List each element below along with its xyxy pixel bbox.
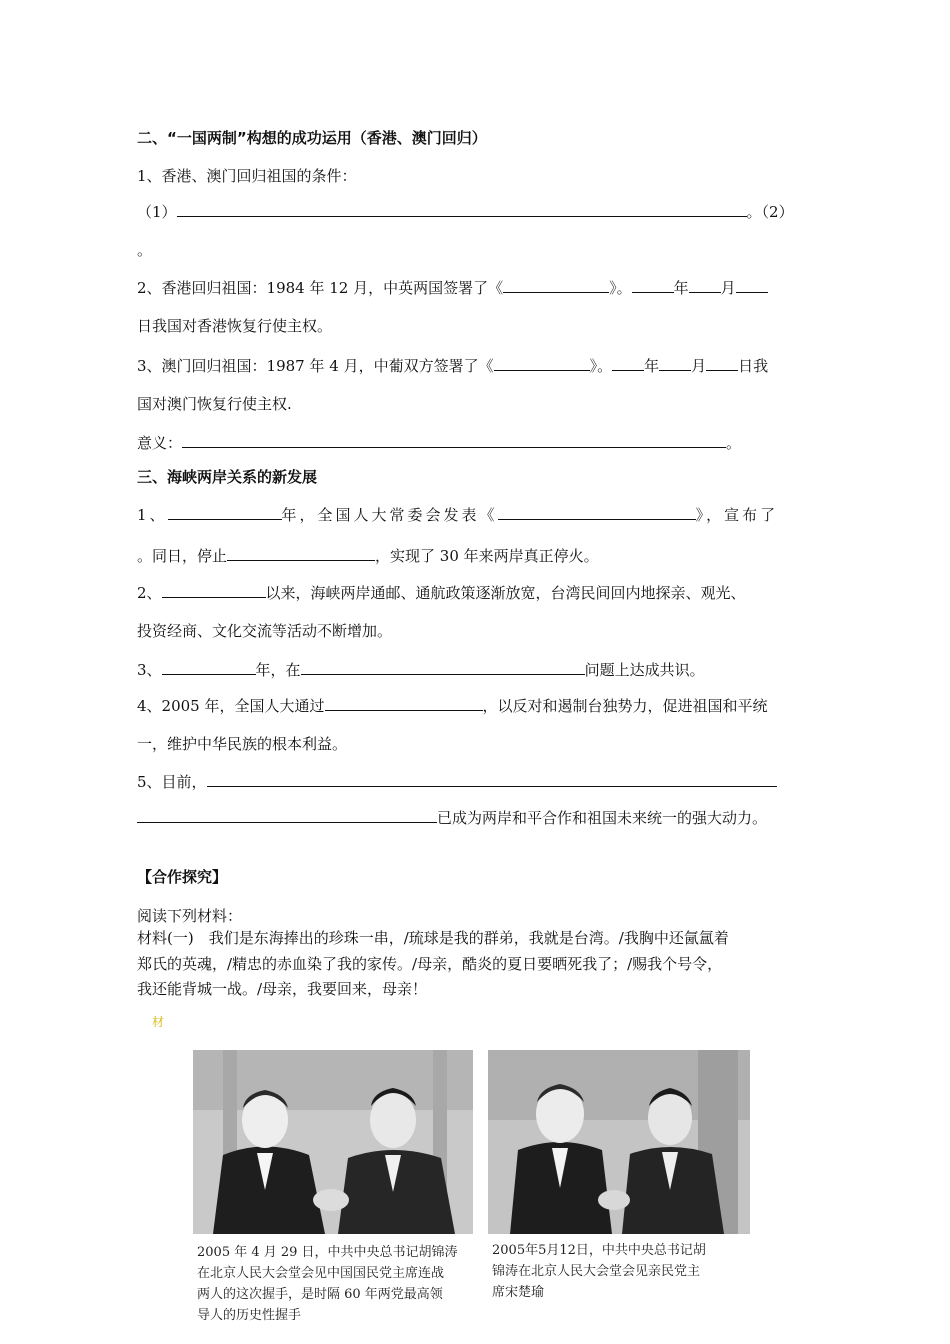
blank-s3q1-document[interactable] <box>498 503 696 520</box>
q3-text-b: 》。 <box>589 357 613 375</box>
caption1-line-1: 2005 年 4 月 29 日，中共中央总书记胡锦涛 <box>197 1245 458 1260</box>
photo-caption-2 <box>492 1240 706 1303</box>
cooperation-read: 阅读下列材料： <box>137 907 243 925</box>
s3q1-line2-a: 。同日，停止 <box>137 547 228 565</box>
blank-hk-treaty[interactable] <box>503 276 609 293</box>
blank-hk-year[interactable] <box>632 276 674 293</box>
q3-text-e: 日我 <box>738 357 769 375</box>
section2-q2 <box>137 276 768 298</box>
blank-s3q1-stop[interactable] <box>227 544 375 561</box>
section3-q2-line2: 投资经商、文化交流等活动不断增加。 <box>137 622 393 640</box>
section3-q5 <box>137 770 777 792</box>
material-line-3: 我还能背城一战。/母亲，我要回来，母亲！ <box>137 980 428 998</box>
q1-label-2: 。（2） <box>746 203 794 221</box>
figure-mark: 材 <box>152 1015 165 1029</box>
q3-text-a: 3、澳门回归祖国：1987 年 4 月，中葡双方签署了《 <box>137 357 494 375</box>
s3q4-text-b: ，以反对和遏制台独势力，促进祖国和平统 <box>482 697 768 715</box>
section2-q1-end: 。 <box>137 241 153 259</box>
caption1-line-3: 两人的这次握手，是时隔 60 年两党最高领 <box>197 1287 443 1302</box>
section2-meaning <box>137 431 741 453</box>
blank-s3q5-line2[interactable] <box>137 806 437 823</box>
section2-q2-line2: 日我国对香港恢复行使主权。 <box>137 317 333 335</box>
blank-macau-treaty[interactable] <box>494 354 590 371</box>
photo-handshake-2-image <box>488 1050 750 1234</box>
caption2-line-3: 席宋楚瑜 <box>492 1285 545 1300</box>
s3q3-text-b: 年，在 <box>255 661 301 679</box>
blank-s3q5-line1[interactable] <box>207 770 777 787</box>
caption2-line-2: 锦涛在北京人民大会堂会见亲民党主 <box>492 1264 701 1279</box>
blank-s3q3-issue[interactable] <box>301 658 585 675</box>
meaning-label: 意义： <box>137 434 183 452</box>
blank-s3q4-law[interactable] <box>325 694 483 711</box>
blank-macau-day[interactable] <box>706 354 738 371</box>
photo-handshake-1 <box>193 1050 473 1234</box>
s3q1-text-a: 1、 <box>137 506 168 524</box>
blank-hk-day[interactable] <box>736 276 768 293</box>
s3q1-text-c: 》，宣布了 <box>695 506 779 524</box>
s3q3-text-c: 问题上达成共识。 <box>584 661 705 679</box>
s3q4-text-a: 4、2005 年，全国人大通过 <box>137 697 325 715</box>
material-line-2: 郑氏的英魂，/精忠的赤血染了我的家传。/母亲，酷炎的夏日要晒死我了；/赐我个号令， <box>137 955 723 973</box>
cooperation-title: 【合作探究】 <box>137 868 228 886</box>
section3-q4-line2: 一，维护中华民族的根本利益。 <box>137 735 348 753</box>
section3-title: 三、海峡两岸关系的新发展 <box>137 468 318 486</box>
s3q1-text-b: 年，全国人大常委会发表《 <box>281 506 498 524</box>
section3-q5-line2 <box>137 806 767 828</box>
q2-text-b: 》。 <box>609 279 632 297</box>
section2-q1: 1、香港、澳门回归祖国的条件： <box>137 167 357 185</box>
photo-handshake-1-image <box>193 1050 473 1234</box>
blank-meaning[interactable] <box>182 431 726 448</box>
blank-macau-year[interactable] <box>612 354 644 371</box>
blank-hk-month[interactable] <box>689 276 721 293</box>
blank-condition-1[interactable] <box>177 200 747 217</box>
q3-text-d: 月 <box>691 357 707 375</box>
section2-title: 二、“一国两制”构想的成功运用（香港、澳门回归） <box>137 129 487 147</box>
blank-s3q3-year[interactable] <box>162 658 256 675</box>
blank-s3q2-since[interactable] <box>162 581 266 598</box>
caption1-line-2: 在北京人民大会堂会见中国国民党主席连战 <box>197 1266 445 1281</box>
section2-q3-line2: 国对澳门恢复行使主权. <box>137 395 292 413</box>
q2-text-a: 2、香港回归祖国：1984 年 12 月，中英两国签署了《 <box>137 279 504 297</box>
section2-q3 <box>137 354 768 376</box>
section3-q3 <box>137 658 705 680</box>
s3q3-text-a: 3、 <box>137 661 162 679</box>
meaning-end: 。 <box>726 434 742 452</box>
section3-q1-line2 <box>137 544 599 566</box>
caption1-line-4: 导人的历史性握手 <box>197 1308 302 1323</box>
blank-s3q1-year[interactable] <box>168 503 282 520</box>
q3-text-c: 年 <box>644 357 660 375</box>
blank-macau-month[interactable] <box>659 354 691 371</box>
s3q1-line2-b: ，实现了 30 年来两岸真正停火。 <box>375 547 599 565</box>
q2-text-c: 年 <box>673 279 689 297</box>
s3q2-text-a: 2、 <box>137 584 162 602</box>
s3q5-text-a: 5、目前， <box>137 773 207 791</box>
q2-text-d: 月 <box>720 279 736 297</box>
q1-label-1: （1） <box>137 203 177 221</box>
s3q2-text-b: 以来，海峡两岸通邮、通航政策逐渐放宽，台湾民间回内地探亲、观光、 <box>265 584 746 602</box>
photo-caption-1 <box>197 1242 458 1326</box>
caption2-line-1: 2005年5月12日，中共中央总书记胡 <box>492 1243 706 1258</box>
section3-q1 <box>137 503 778 525</box>
section3-q2 <box>137 581 746 603</box>
s3q5-line2-text: 已成为两岸和平合作和祖国未来统一的强大动力。 <box>437 809 768 827</box>
photo-handshake-2 <box>488 1050 750 1234</box>
section3-q4 <box>137 694 768 716</box>
section2-q1-blanks <box>137 200 794 222</box>
material-line-1: 材料(一) 我们是东海捧出的珍珠一串，/琉球是我的群弟，我就是台湾。/我胸中还氤氲着 <box>137 929 729 947</box>
